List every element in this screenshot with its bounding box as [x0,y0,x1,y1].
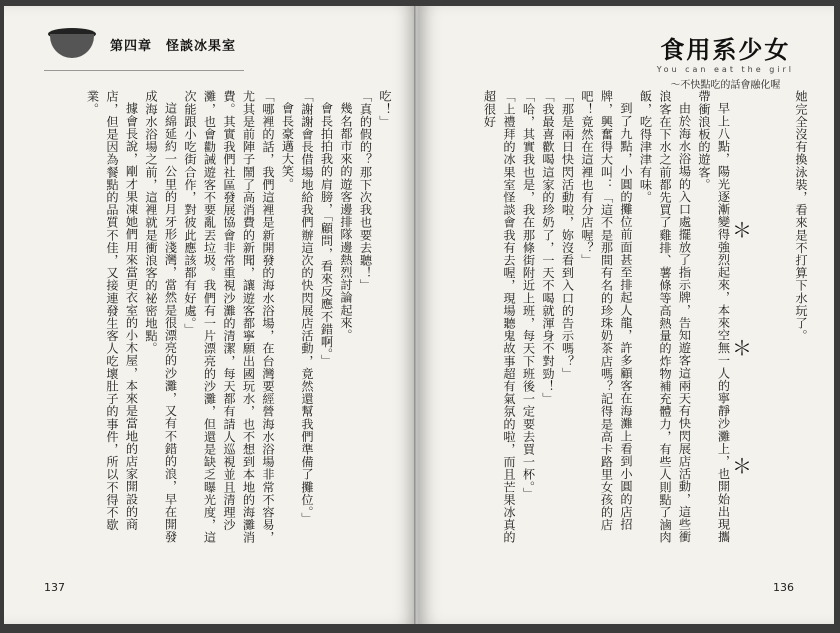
paragraph: 吃！」 [378,90,392,128]
paragraph: 由於海水浴場的入口處擺放了指示牌，告知遊客這兩天有快閃展店活動，這些衝浪客在下水之前都先買了雞排、薯條等高熱量的炸物補充體力，有些人則點了滷肉飯，吃得津津有味。 [638,90,692,544]
series-subtitle: ～不快點吃的話會融化喔 [670,80,781,91]
chapter-title: 第四章 怪談冰果室 [110,38,237,54]
paragraph: 「上禮拜的冰果室怪談會我有去喔，現場聽鬼故事超有氣氛的啦，而且芒果冰真的超很好 [482,90,516,544]
chapter-header [44,26,236,62]
paragraph: 「真的假的？那下次我也要去聽！」 [358,90,373,292]
page-number: 136 [773,581,794,594]
paragraph: 「哈，其實我也是，我在那條街附近上班，每天下班後一定要去買一杯。」 [521,90,536,500]
paragraph: 到了九點，小圓的攤位前面甚至排起人龍，許多顧客在海灘上看到小圓的店招牌，興奮得大叫：「這不是那間有名的珍珠奶茶店嗎？記得是高卡路里女孩的店吧！竟然在這裡也有分店喔？」 [580,90,633,531]
paragraph: 幾名都市來的遊客邊排隊邊熱烈討論起來。 [339,102,353,342]
series-logo [657,30,794,91]
header-rule [44,70,244,71]
scene-break-star: ＊ [732,218,752,242]
paragraph: 她完全沒有換泳裝，看來是不打算下水玩了。 [794,90,808,342]
paragraph: 據會長說，剛才果凍她們用來當更衣室的小木屋，本來是當地的店家開設的商店，但是因為餐點的品質不佳，又接連發生客人吃壞肚子的事件，所以不得不歇業。 [85,90,139,531]
scene-break [636,214,756,478]
paragraph: 會長拍拍我的肩膀，「顧問，看來反應不錯啊。」 [319,102,334,368]
left-page [4,6,416,624]
page-number: 137 [44,581,65,594]
right-page [418,6,834,624]
shaved-ice-bowl-icon [44,26,100,62]
series-english-title: You can eat the girl [656,65,794,74]
paragraph: 早上八點，陽光逐漸變得強烈起來，本來空無一人的寧靜沙灘上，也開始出現攜帶衝浪板的遊客。 [697,90,731,544]
paragraph: 會長豪邁大笑。 [280,102,295,191]
scene-break-star: ＊ [732,454,752,478]
left-page-text [24,90,394,550]
paragraph: 「謝謝會長借場地給我們辦這次的快閃展店活動，竟然還幫我們準備了攤位。」 [300,90,314,525]
paragraph: 「我最喜歡喝這家的珍奶了，一天不喝就渾身不對勁！」 [541,90,555,405]
paragraph: 「那是兩日快閃活動啦，妳沒看到入口的告示嗎？」 [560,90,575,380]
scene-break-star: ＊ [732,336,752,360]
paragraph: 「哪裡的話，我們這裡是新開發的海水浴場，在台灣要經營海水浴場非常不容易，尤其是前陣子鬧了高消費的新聞，讓遊客都寧願出國玩水，也不想到本地的海灘消費。其實我們社區發展協會非常重視沙灘的清潔，每天都有請人巡視並且清理沙灘，也會勸誡遊客不要亂丟垃圾。我們有一片漂亮的沙灘，但還是缺乏曝光度，這次能跟小吃街合作，對彼此應該都有好處。」 [183,90,275,544]
paragraph: 這綿延約一公里的月牙形淺灣，當然是很漂亮的沙灘，又有不錯的浪，早在開發成海水浴場之前，這裡就是衝浪客的祕密地點。 [144,90,178,544]
series-title: 食用系少女 [660,36,791,64]
